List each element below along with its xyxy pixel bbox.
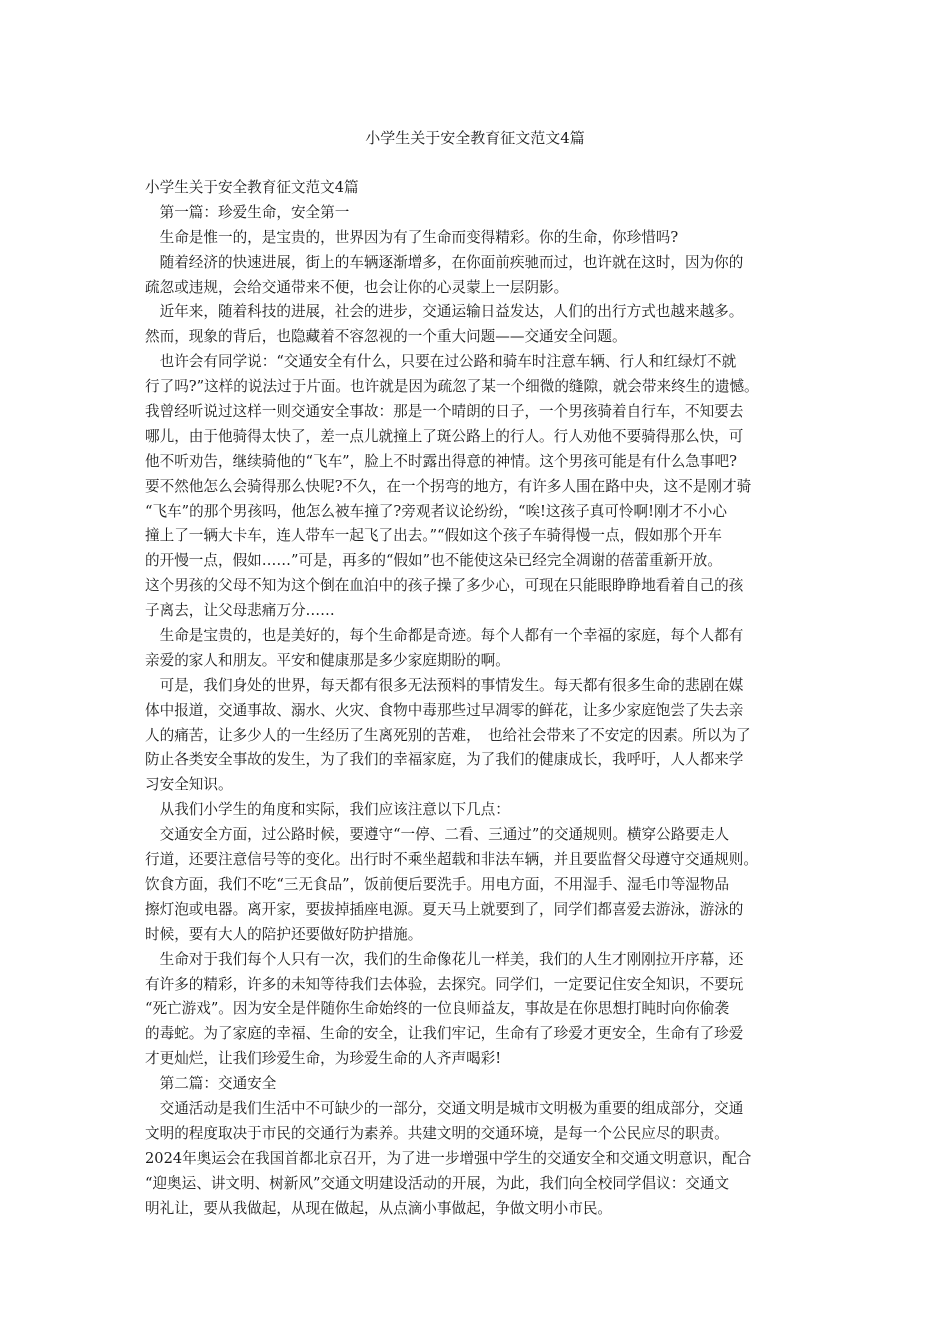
document-title: 小学生关于安全教育征文范文4篇 bbox=[365, 129, 585, 147]
body-line: 人的痛苦，让多少人的一生经历了生离死别的苦难， 也给社会带来了不安定的因素。所以为了 bbox=[145, 726, 751, 744]
body-line: 防止各类安全事故的发生，为了我们的幸福家庭，为了我们的健康成长，我呼吁，人人都来学 bbox=[145, 751, 744, 769]
body-line: 的毒蛇。为了家庭的幸福、生命的安全，让我们牢记，生命有了珍爱才更安全，生命有了珍爱 bbox=[145, 1025, 744, 1043]
body-line: 明礼让，要从我做起，从现在做起，从点滴小事做起，争做文明小市民。 bbox=[145, 1199, 613, 1217]
body-line: 文明的程度取决于市民的交通行为素养。共建文明的交通环境，是每一个公民应尽的职责。 bbox=[145, 1124, 729, 1142]
body-line: 他不听劝告，继续骑他的“飞车”，脸上不时露出得意的神情。这个男孩可能是有什么急事吧? bbox=[145, 452, 737, 470]
body-line: “飞车”的那个男孩吗，他怎么被车撞了?旁观者议论纷纷，“唉!这孩子真可怜啊!刚才不小心 bbox=[145, 502, 727, 520]
body-line: 然而，现象的背后，也隐藏着不容忽视的一个重大问题——交通安全问题。 bbox=[145, 328, 627, 346]
body-line: 饮食方面，我们不吃“三无食品”，饭前便后要洗手。用电方面，不用湿手、湿毛巾等湿物品 bbox=[145, 875, 730, 893]
body-line: 行道，还要注意信号等的变化。出行时不乘坐超载和非法车辆，并且要监督父母遵守交通规则。 bbox=[145, 851, 758, 869]
body-line: 生命对于我们每个人只有一次，我们的生命像花儿一样美，我们的人生才刚刚拉开序幕，还 bbox=[145, 950, 744, 968]
body-line: 生命是惟一的，是宝贵的，世界因为有了生命而变得精彩。你的生命，你珍惜吗? bbox=[145, 228, 679, 246]
body-line: 交通安全方面，过公路时候，要遵守“一停、二看、三通过”的交通规则。横穿公路要走人 bbox=[145, 826, 730, 844]
body-line: 亲爱的家人和朋友。平安和健康那是多少家庭期盼的啊。 bbox=[145, 651, 510, 669]
body-line: 体中报道，交通事故、溺水、火灾、食物中毒那些过早凋零的鲜花，让多少家庭饱尝了失去亲 bbox=[145, 701, 744, 719]
body-line: 要不然他怎么会骑得那么快呢?不久，在一个拐弯的地方，有许多人围在路中央，这不是刚才骑 bbox=[145, 477, 752, 495]
body-line: 交通活动是我们生活中不可缺少的一部分，交通文明是城市文明极为重要的组成部分，交通 bbox=[145, 1099, 744, 1117]
body-line: 近年来，随着科技的进展，社会的进步，交通运输日益发达，人们的出行方式也越来越多。 bbox=[145, 303, 744, 321]
body-line: 行了吗?”这样的说法过于片面。也许就是因为疏忽了某一个细微的缝隙，就会带来终生的遗憾。 bbox=[145, 378, 759, 396]
body-line: 习安全知识。 bbox=[145, 776, 233, 794]
body-line: 2024年奥运会在我国首都北京召开，为了进一步增强中学生的交通安全和交通文明意识，配合 bbox=[145, 1149, 752, 1167]
body-line: 撞上了一辆大卡车，连人带车一起飞了出去。”“假如这个孩子车骑得慢一点，假如那个开车 bbox=[145, 527, 722, 545]
body-line: 也许会有同学说：“交通安全有什么，只要在过公路和骑车时注意车辆、行人和红绿灯不就 bbox=[145, 353, 737, 371]
body-line: 第二篇：交通安全 bbox=[145, 1075, 277, 1093]
body-line: “迎奥运、讲文明、树新风”交通文明建设活动的开展，为此，我们向全校同学倡议：交通文 bbox=[145, 1174, 730, 1192]
body-line: 疏忽或违规，会给交通带来不便，也会让你的心灵蒙上一层阴影。 bbox=[145, 278, 569, 296]
body-line: 生命是宝贵的，也是美好的，每个生命都是奇迹。每个人都有一个幸福的家庭，每个人都有 bbox=[145, 627, 744, 645]
body-line: 擦灯泡或电器。离开家，要拔掉插座电源。夏天马上就要到了，同学们都喜爱去游泳，游泳的 bbox=[145, 900, 744, 918]
body-line: 第一篇：珍爱生命，安全第一 bbox=[145, 203, 350, 221]
body-line: 才更灿烂，让我们珍爱生命，为珍爱生命的人齐声喝彩! bbox=[145, 1050, 502, 1068]
body-line: 从我们小学生的角度和实际，我们应该注意以下几点： bbox=[145, 801, 510, 819]
body-line: 小学生关于安全教育征文范文4篇 bbox=[145, 179, 359, 196]
body-line: 的开慢一点，假如……”可是，再多的“假如”也不能使这朵已经完全凋谢的蓓蕾重新开放。 bbox=[145, 552, 722, 570]
body-line: 时候，要有大人的陪护还要做好防护措施。 bbox=[145, 925, 423, 943]
body-line: 可是，我们身处的世界，每天都有很多无法预料的事情发生。每天都有很多生命的悲剧在媒 bbox=[145, 676, 744, 694]
body-line: “死亡游戏”。因为安全是伴随你生命始终的一位良师益友，事故是在你思想打盹时向你偷袭 bbox=[145, 1000, 730, 1018]
body-line: 我曾经听说过这样一则交通安全事故：那是一个晴朗的日子，一个男孩骑着自行车，不知要去 bbox=[145, 403, 744, 421]
body-line: 哪儿，由于他骑得太快了，差一点儿就撞上了斑公路上的行人。行人劝他不要骑得那么快，可 bbox=[145, 427, 744, 445]
body-line: 有许多的精彩，许多的未知等待我们去体验，去探究。同学们，一定要记住安全知识，不要玩 bbox=[145, 975, 744, 993]
document-body bbox=[145, 176, 825, 1221]
body-line: 这个男孩的父母不知为这个倒在血泊中的孩子操了多少心，可现在只能眼睁睁地看着自己的孩 bbox=[145, 577, 744, 595]
body-line: 子离去，让父母悲痛万分…… bbox=[145, 602, 335, 620]
body-line: 随着经济的快速进展，街上的车辆逐渐增多，在你面前疾驰而过，也许就在这时，因为你的 bbox=[145, 253, 744, 271]
